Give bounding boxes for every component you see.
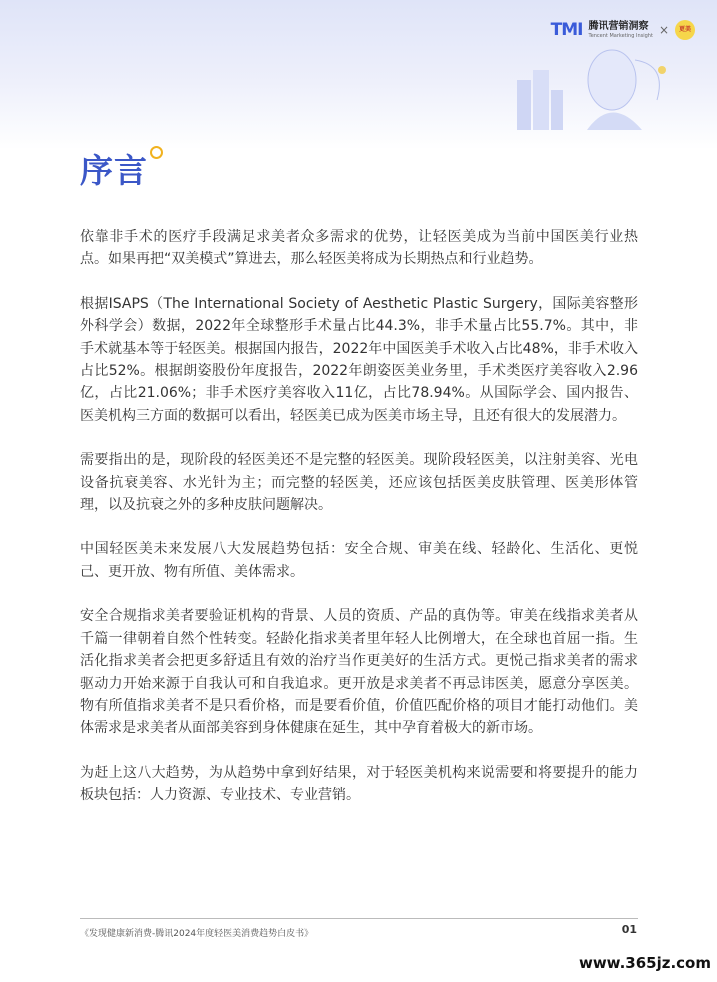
woman-illustration-icon bbox=[517, 40, 687, 130]
partner-logo: 更美 bbox=[675, 20, 695, 40]
page-number: 01 bbox=[621, 923, 637, 936]
tmi-logo-mark: TMI bbox=[550, 20, 583, 40]
page-title: 序言 bbox=[80, 151, 148, 190]
body-text bbox=[80, 226, 638, 829]
watermark: www.365jz.com bbox=[578, 954, 711, 972]
footer-document-title: 《发现健康新消费-腾讯2024年度轻医美消费趋势白皮书》 bbox=[80, 929, 314, 939]
paragraph: 为赶上这八大趋势，为从趋势中拿到好结果，对于轻医美机构来说需要和将要提升的能力板块包括：人力资源、专业技术、专业营销。 bbox=[80, 764, 638, 804]
paragraph: 中国轻医美未来发展八大发展趋势包括：安全合规、审美在线、轻龄化、生活化、更悦己、更开放、物有所值、美体需求。 bbox=[80, 541, 638, 580]
brand-text bbox=[588, 22, 652, 39]
footer-divider bbox=[80, 918, 638, 919]
brand-name: 腾讯营销洞察 bbox=[588, 20, 649, 32]
title-accent-circle-icon bbox=[150, 146, 163, 159]
paragraph: 需要指出的是，现阶段的轻医美还不是完整的轻医美。现阶段轻医美，以注射美容、光电设备抗衰美容、水光针为主；而完整的轻医美，还应该包括医美皮肤管理、医美形体管理，以及抗衰之外的多种皮肤问题解决。 bbox=[80, 452, 638, 514]
brand-logo bbox=[551, 20, 695, 40]
paragraph: 安全合规指求美者要验证机构的背景、人员的资质、产品的真伪等。审美在线指求美者从千篇一律朝着自然个性转变。轻龄化指求美者里年轻人比例增大，在全球也首屈一指。生活化指求美者会把更多舒适且有效的治疗当作更美好的生活方式。更悦己指求美者的需求驱动力开始来源于自我认可和自我追求。更开放是求美者不再忌讳医美，愿意分享医美。物有所值指求美者不是只看价格，而是要看价值，价值匹配价格的项目才能打动他们。美体需求是求美者从面部美容到身体健康在延生，其中孕育着极大的新市场。 bbox=[80, 608, 638, 737]
paragraph: 根据ISAPS（The International Society of Aesthetic Plastic Surgery，国际美容整形外科学会）数据，2022年全球整形手术量占比44.3%，非手术量占比55.7%。其中，非手术就基本等于轻医美。根据国内报告，2022年中国医美手术收入占比48%，非手术收入占比52%。根据朗姿股份年度报告，2022年朗姿医美业务里，手术类医疗美容收入2.96亿，占比21.06%；非手术医疗美容收入11亿，占比78.94%。从国际学会、国内报告、医美机构三方面的数据可以看出，轻医美已成为医美市场主导，且还有很大的发展潜力。 bbox=[80, 295, 638, 424]
brand-name-en: Tencent Marketing Insight bbox=[588, 32, 653, 39]
collab-separator: × bbox=[658, 23, 669, 37]
paragraph: 依靠非手术的医疗手段满足求美者众多需求的优势，让轻医美成为当前中国医美行业热点。如果再把“双美模式”算进去，那么轻医美将成为长期热点和行业趋势。 bbox=[80, 229, 638, 268]
